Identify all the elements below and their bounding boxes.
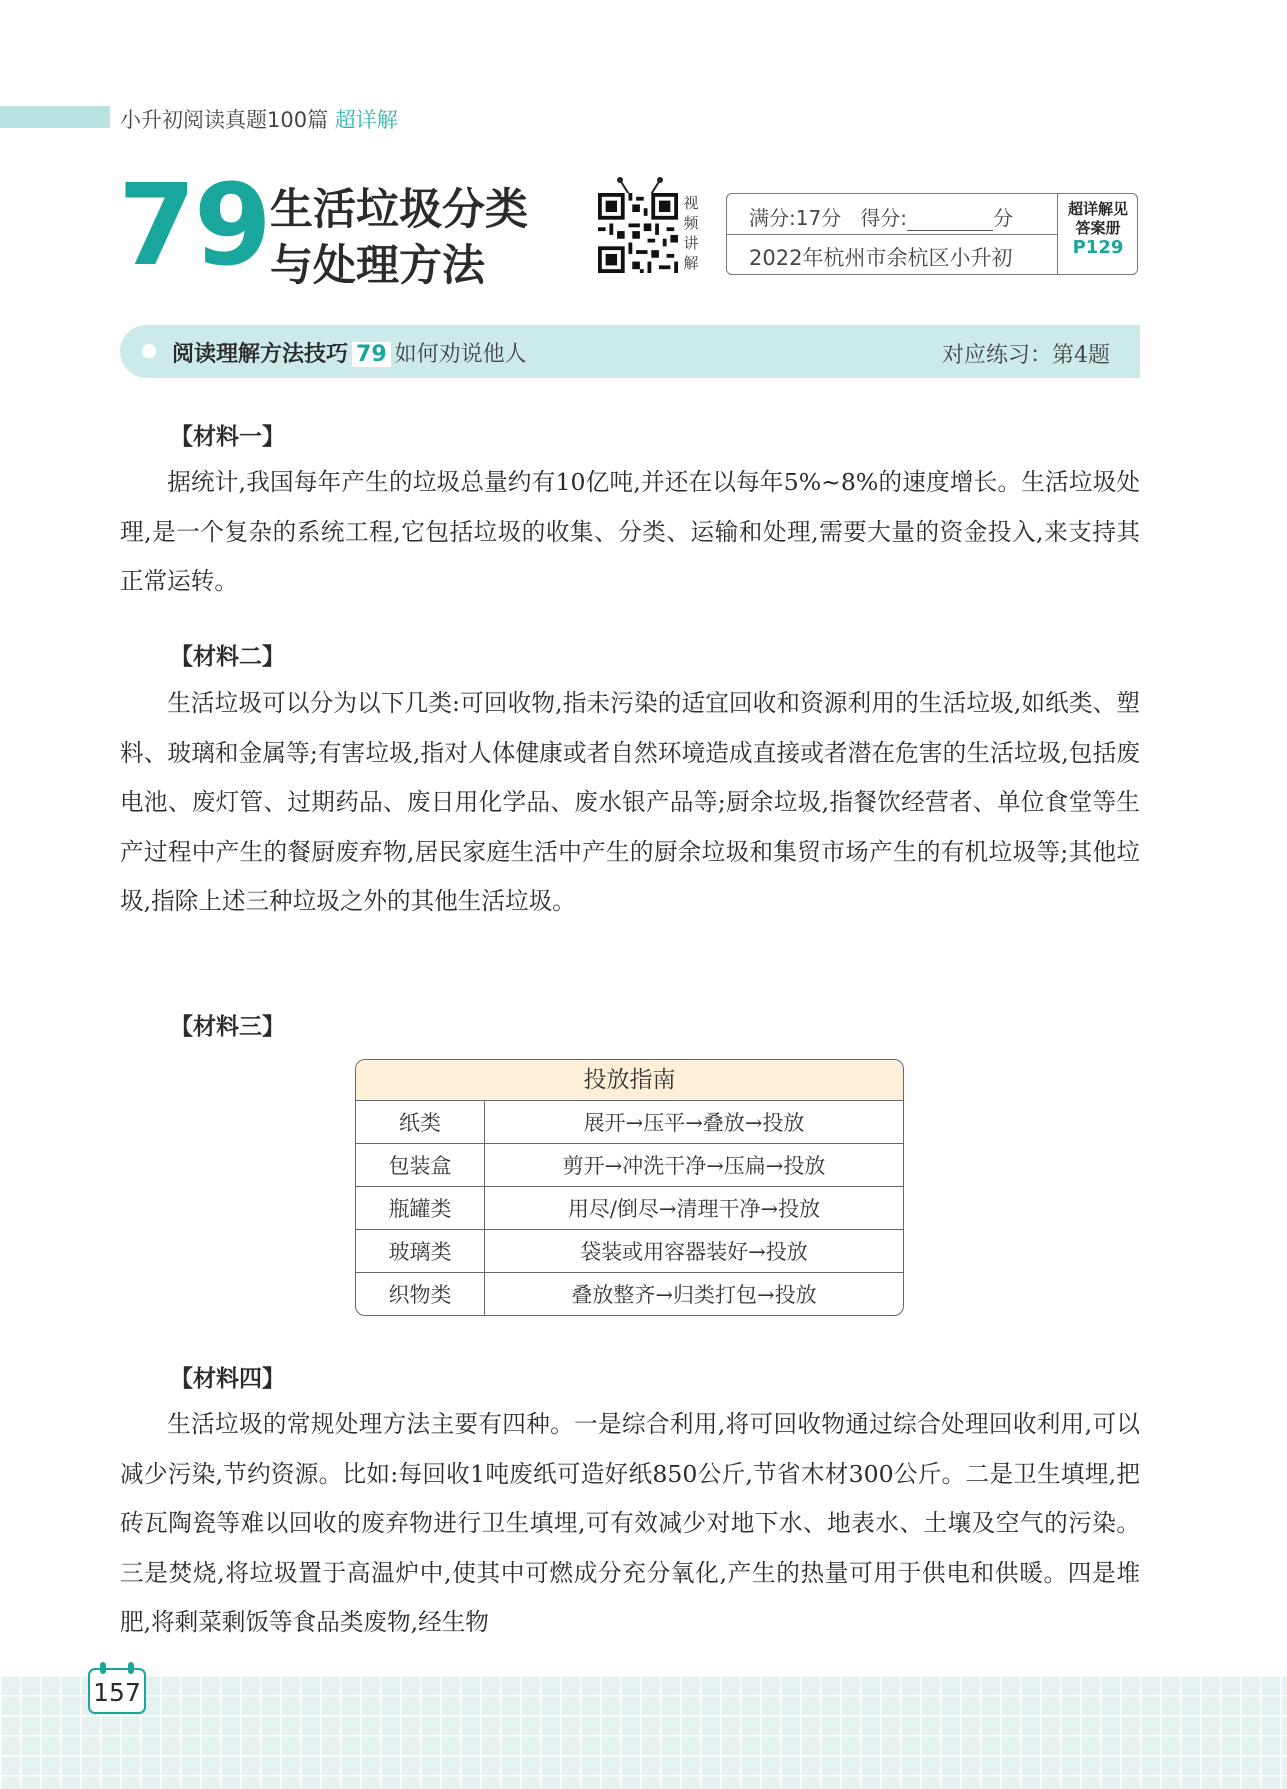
lesson-number: 79 <box>118 161 270 291</box>
score-row <box>749 202 1013 231</box>
lesson-title <box>270 182 528 294</box>
header-strip <box>0 106 110 128</box>
lesson-title-line2: 与处理方法 <box>270 241 485 291</box>
bullet-icon <box>142 344 156 358</box>
disposal-guide-table <box>355 1059 904 1316</box>
table-row: 织物类 叠放整齐→归类打包→投放 <box>356 1273 903 1316</box>
exam-source: 2022年杭州市余杭区小升初 <box>749 246 1013 270</box>
material-1-text: 据统计,我国每年产生的垃圾总量约有10亿吨,并还在以每年5%~8%的速度增长。生活垃圾处理,是一个复杂的系统工程,它包括垃圾的收集、分类、运输和处理,需要大量的资金投入,来支持其正常运转。 <box>120 468 1140 595</box>
series-title <box>120 104 398 134</box>
answer-page: P129 <box>1072 237 1124 258</box>
method-number: 79 <box>352 342 391 367</box>
video-explanation-label: 视 频 讲 解 <box>683 194 699 272</box>
material-3-heading: 【材料三】 <box>170 1014 285 1040</box>
score-box <box>726 193 1138 275</box>
method-bar <box>120 325 1140 378</box>
practice-reference: 对应练习：第4题 <box>942 343 1110 368</box>
full-score: 满分:17分 <box>749 206 842 230</box>
score-box-left <box>727 194 1058 274</box>
table-row: 纸类 展开→压平→叠放→投放 <box>356 1101 903 1144</box>
material-4-text: 生活垃圾的常规处理方法主要有四种。一是综合利用,将可回收物通过综合处理回收利用,可以减少污染,节约资源。比如:每回收1吨废纸可造好纸850公斤,节省木材300公斤。二是卫生填埋,把砖瓦陶瓷等难以回收的废弃物进行卫生填埋,可有效减少对地下水、地表水、土壤及空气的污染。三是焚烧,将垃圾置于高温炉中,使其中可燃成分充分氧化,产生的热量可用于供电和供暖。四是堆肥,将剩菜剩饭等食品类废物,经生物 <box>120 1410 1140 1636</box>
qr-code-icon[interactable] <box>598 193 678 273</box>
series-highlight: 超详解 <box>334 108 398 132</box>
material-4-heading: 【材料四】 <box>170 1366 285 1392</box>
score-blank[interactable] <box>907 212 993 231</box>
page-number: 157 <box>88 1668 146 1714</box>
table-row: 玻璃类 袋装或用容器装好→投放 <box>356 1230 903 1273</box>
score-label: 得分: <box>860 206 908 230</box>
material-2-text: 生活垃圾可以分为以下几类:可回收物,指未污染的适宜回收和资源利用的生活垃圾,如纸类、塑料、玻璃和金属等;有害垃圾,指对人体健康或者自然环境造成直接或者潜在危害的生活垃圾,包括废电池、废灯管、过期药品、废日用化学品、废水银产品等;厨余垃圾,指餐饮经营者、单位食堂等生产过程中产生的餐厨废弃物,居民家庭生活中产生的厨余垃圾和集贸市场产生的有机垃圾等;其他垃圾,指除上述三种垃圾之外的其他生活垃圾。 <box>120 689 1140 915</box>
table-caption: 投放指南 <box>356 1060 903 1101</box>
method-topic: 如何劝说他人 <box>394 342 527 367</box>
score-unit: 分 <box>993 206 1014 230</box>
material-2-heading: 【材料二】 <box>170 644 285 670</box>
footer-grid <box>0 1675 1287 1789</box>
answer-reference: 超详解见 答案册 P129 <box>1059 200 1137 257</box>
material-1-heading: 【材料一】 <box>170 424 285 450</box>
table-row: 瓶罐类 用尽/倒尽→清理干净→投放 <box>356 1187 903 1230</box>
method-label: 阅读理解方法技巧 79 如何劝说他人 <box>172 342 527 367</box>
table-row: 包装盒 剪开→冲洗干净→压扁→投放 <box>356 1144 903 1187</box>
lesson-title-line1: 生活垃圾分类 <box>270 185 528 235</box>
series-name: 小升初阅读真题100篇 <box>120 108 329 132</box>
